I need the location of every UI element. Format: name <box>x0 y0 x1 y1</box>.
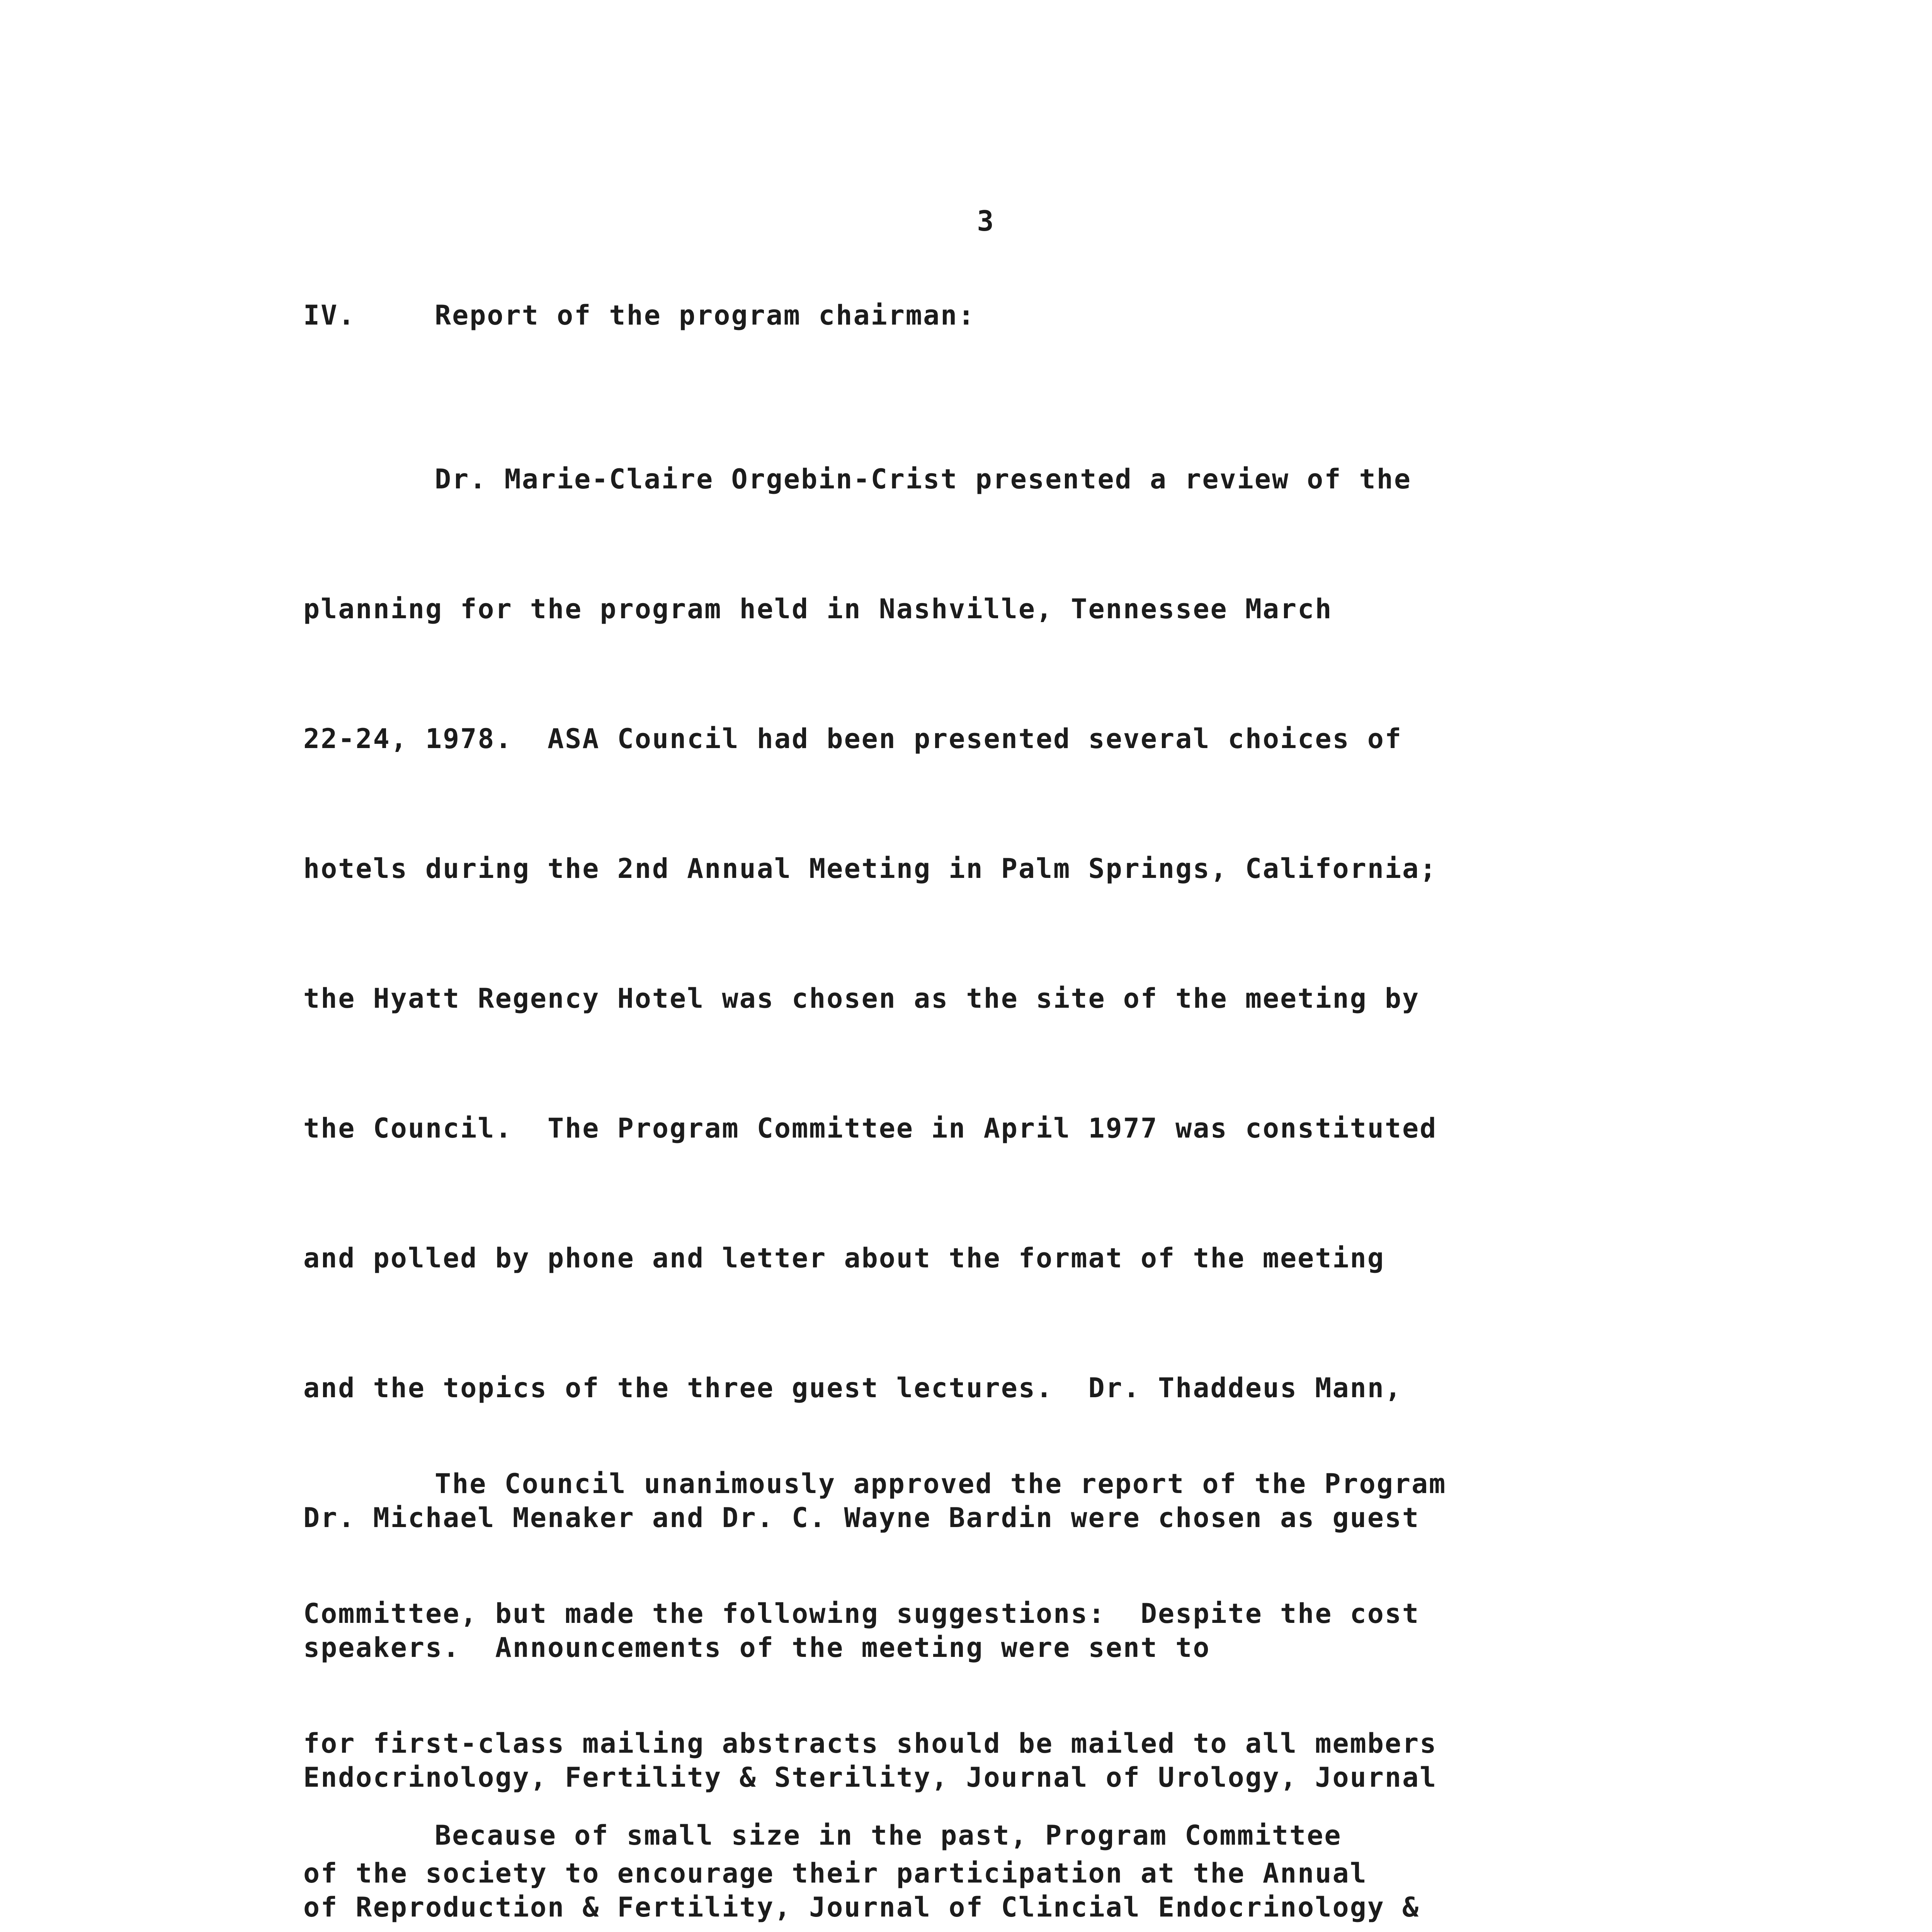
text-line: the Council. The Program Committee in April 1977 was constituted <box>303 1112 1437 1144</box>
text-line: for first-class mailing abstracts should be mailed to all members <box>303 1728 1437 1759</box>
text-line: 22-24, 1978. ASA Council had been presented several choices of <box>303 723 1403 755</box>
text-line: hotels during the 2nd Annual Meeting in Palm Springs, California; <box>303 853 1437 884</box>
section-title: Report of the program chairman: <box>435 299 976 331</box>
text-line: the Hyatt Regency Hotel was chosen as the site of the meeting by <box>303 983 1420 1014</box>
text-line: Dr. Michael Menaker and Dr. C. Wayne Bardin were chosen as guest <box>303 1502 1420 1534</box>
text-line: The Council unanimously approved the report of the Program <box>435 1468 1447 1500</box>
section-heading <box>303 294 975 337</box>
section-number: IV. <box>303 299 356 331</box>
paragraph-committee-membership <box>303 1727 1420 1932</box>
text-line: Endocrinology, Fertility & Sterility, Journal of Urology, Journal <box>303 1762 1437 1793</box>
text-line: Because of small size in the past, Program Committee <box>435 1820 1342 1851</box>
text-line: planning for the program held in Nashville, Tennessee March <box>303 593 1333 625</box>
text-line: Committee, but made the following suggestions: Despite the cost <box>303 1598 1420 1629</box>
text-line: of the society to encourage their participation at the Annual <box>303 1857 1367 1889</box>
text-line: and the topics of the three guest lectures. Dr. Thaddeus Mann, <box>303 1372 1403 1404</box>
text-line: Dr. Marie-Claire Orgebin-Crist presented a review of the <box>435 463 1412 495</box>
text-line: of Reproduction & Fertility, Journal of Clincial Endocrinology & <box>303 1891 1420 1923</box>
text-line: speakers. Announcements of the meeting were sent to <box>303 1632 1211 1663</box>
text-line: and polled by phone and letter about the format of the meeting <box>303 1242 1385 1274</box>
page-number: 3 <box>977 205 994 237</box>
